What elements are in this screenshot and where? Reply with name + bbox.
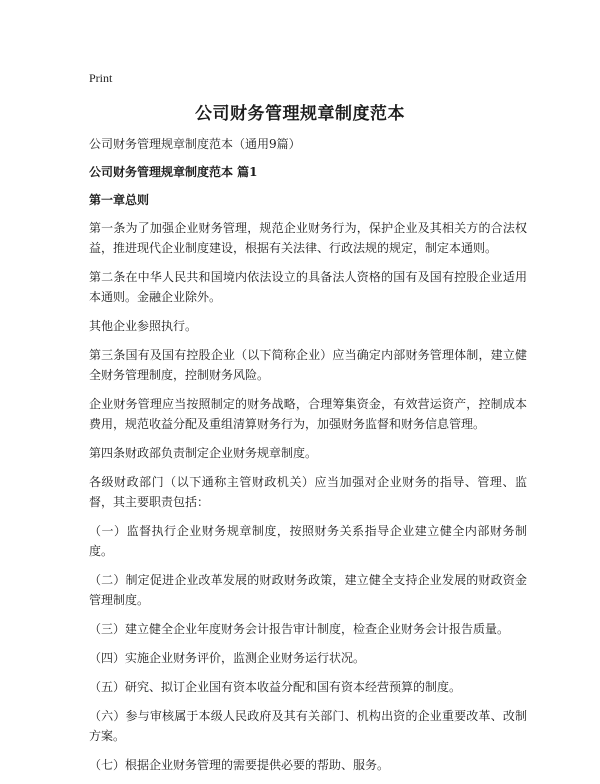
paragraph-article-3: 第三条国有及国有控股企业（以下简称企业）应当确定内部财务管理体制，建立健全财务管理制度，控制财务风险。: [89, 348, 527, 382]
print-link[interactable]: Print: [89, 71, 113, 85]
list-item-duty-7: （七）根据企业财务管理的需要提供必要的帮助、服务。: [89, 758, 390, 772]
paragraph-article-2: 第二条在中华人民共和国境内依法设立的具备法人资格的国有及国有控股企业适用本通则。金融企业除外。: [89, 270, 527, 304]
list-item-duty-1: （一）监督执行企业财务规章制度，按照财务关系指导企业建立健全内部财务制度。: [89, 524, 527, 558]
paragraph-financial-management: 企业财务管理应当按照制定的财务战略，合理筹集资金，有效营运资产，控制成本费用，规范收益分配及重组清算财务行为，加强财务监督和财务信息管理。: [89, 397, 527, 431]
paragraph-article-1: 第一条为了加强企业财务管理，规范企业财务行为，保护企业及其相关方的合法权益，推进现代企业制度建设，根据有关法律、行政法规的规定，制定本通则。: [89, 221, 527, 255]
document-subtitle: 公司财务管理规章制度范本（通用9篇）: [89, 137, 301, 151]
document-body: [89, 134, 527, 784]
paragraph-finance-departments: 各级财政部门（以下通称主管财政机关）应当加强对企业财务的指导、管理、监督，其主要职责包括：: [89, 475, 527, 509]
paragraph-article-4: 第四条财政部负责制定企业财务规章制度。: [89, 446, 318, 460]
paragraph-other-enterprises: 其他企业参照执行。: [89, 319, 198, 333]
list-item-duty-3: （三）建立健全企业年度财务会计报告审计制度，检查企业财务会计报告质量。: [89, 622, 510, 636]
list-item-duty-5: （五）研究、拟订企业国有资本收益分配和国有资本经营预算的制度。: [89, 680, 462, 694]
page-title: 公司财务管理规章制度范本: [195, 104, 405, 124]
section-title: 公司财务管理规章制度范本 篇1: [89, 165, 258, 179]
list-item-duty-4: （四）实施企业财务评价，监测企业财务运行状况。: [89, 651, 366, 665]
list-item-duty-2: （二）制定促进企业改革发展的财政财务政策，建立健全支持企业发展的财政资金管理制度。: [89, 573, 527, 607]
chapter-title: 第一章总则: [89, 193, 150, 207]
list-item-duty-6: （六）参与审核属于本级人民政府及其有关部门、机构出资的企业重要改革、改制方案。: [89, 709, 527, 743]
